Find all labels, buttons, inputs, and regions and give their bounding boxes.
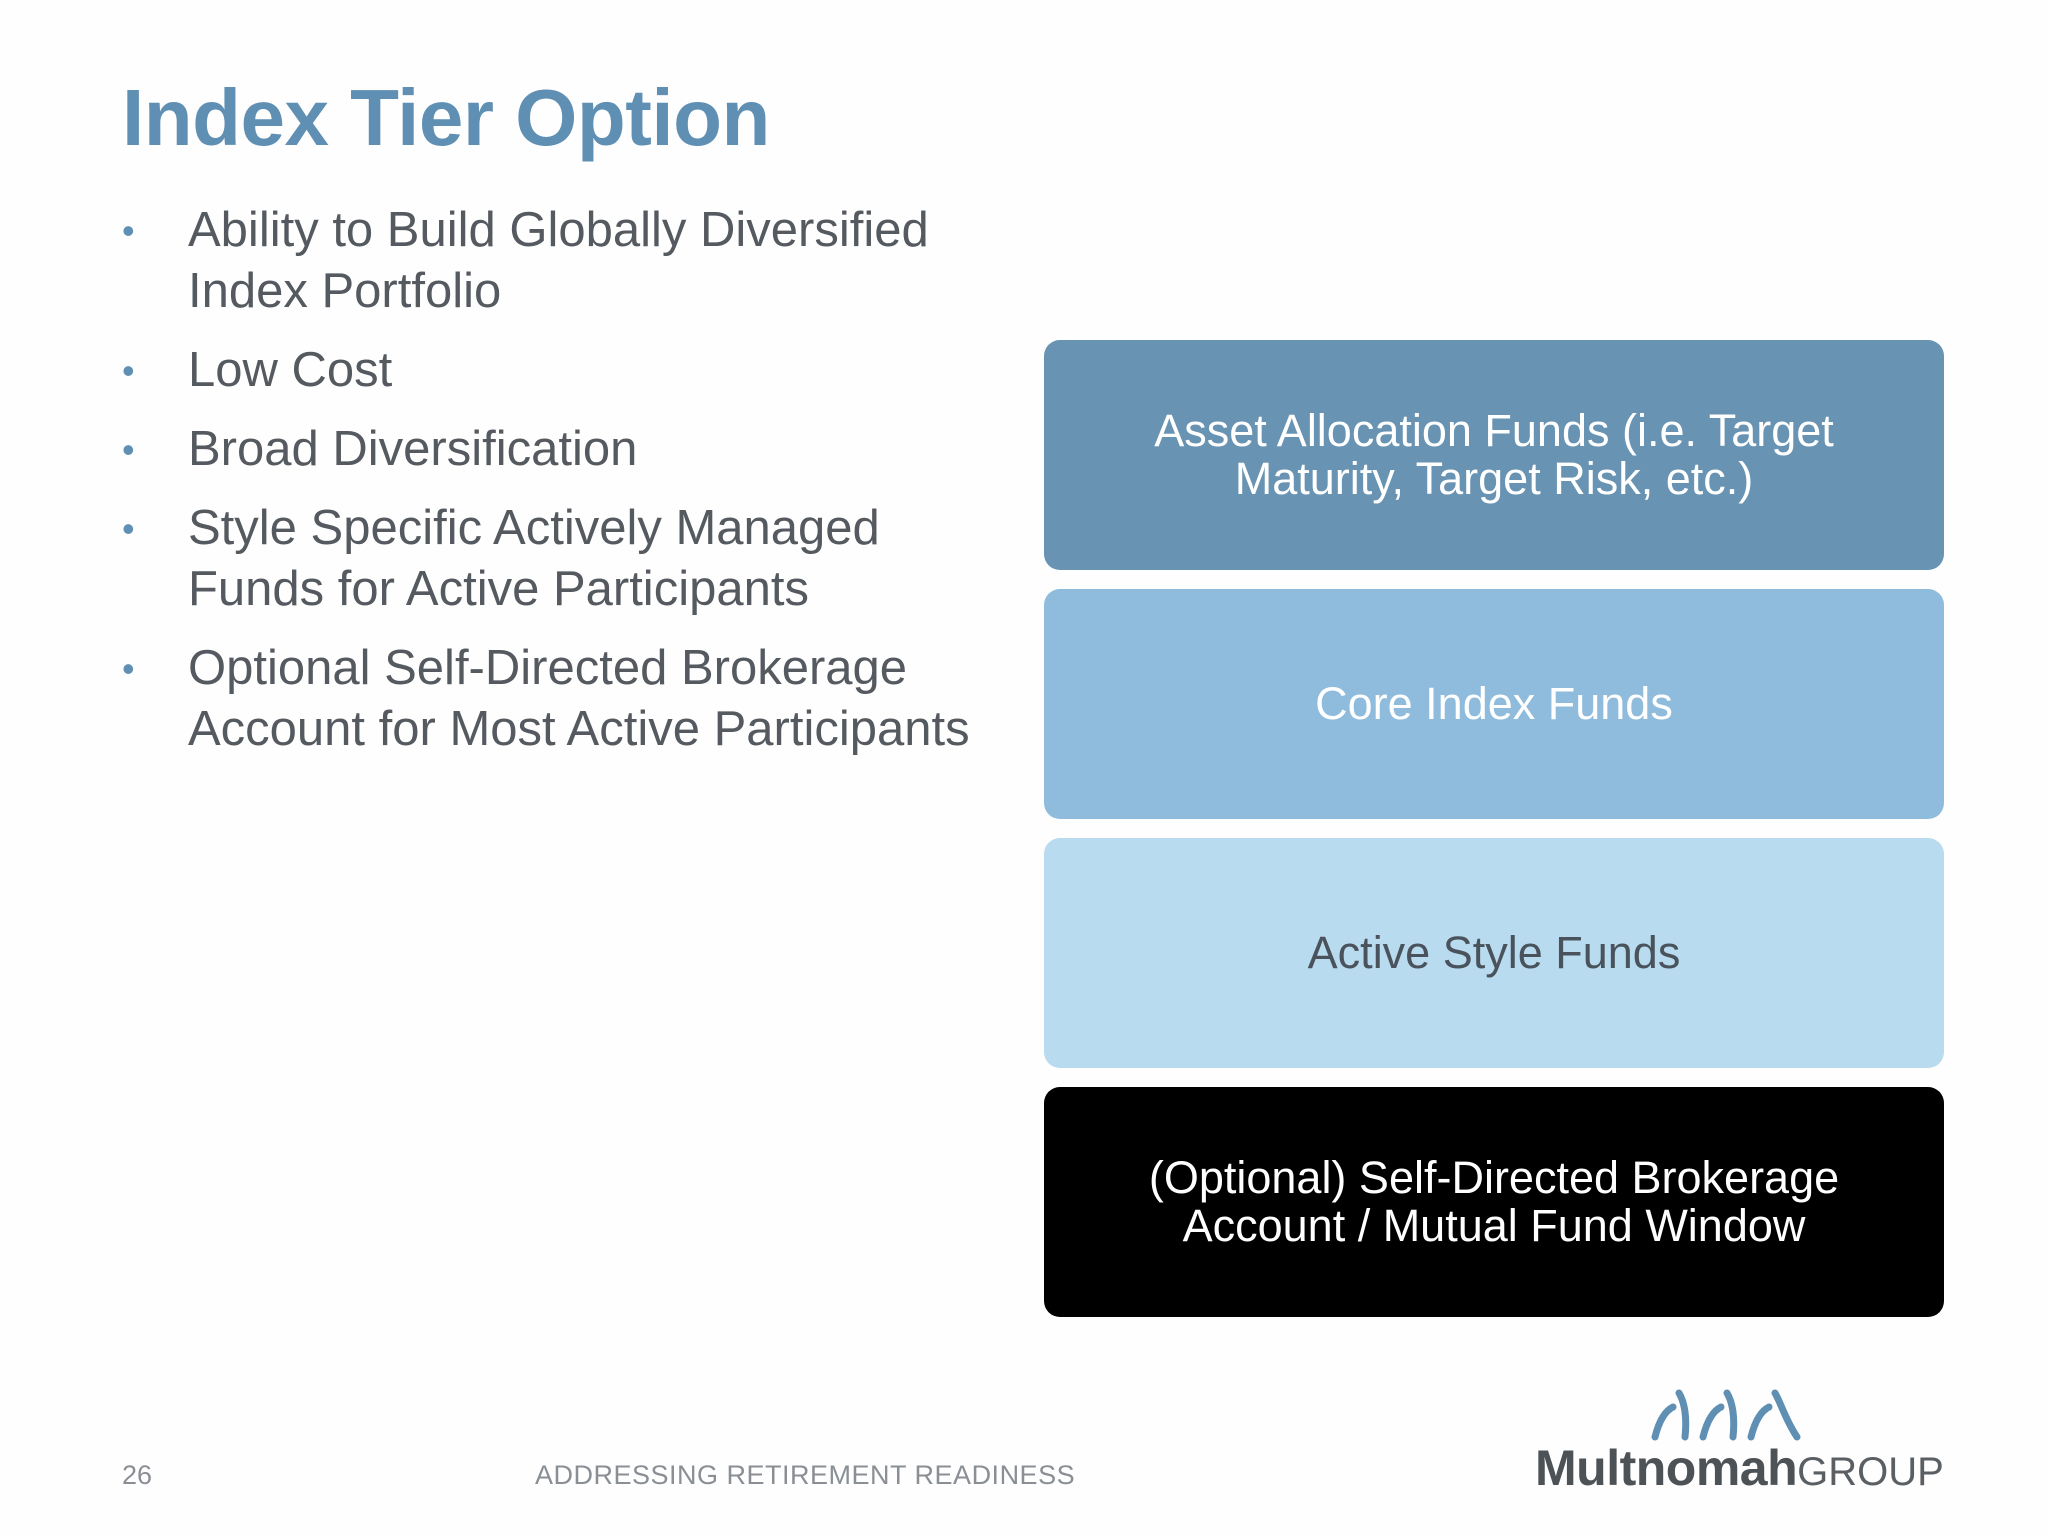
bullet-text: Ability to Build Globally Diversified Index Portfolio xyxy=(188,203,929,318)
logo-wordmark xyxy=(1535,1440,1944,1496)
bullet-item xyxy=(122,498,1002,620)
bullet-item xyxy=(122,200,1002,322)
slide-title: Index Tier Option xyxy=(122,73,770,162)
tier-label: Asset Allocation Funds (i.e. Target Maturity, Target Risk, etc.) xyxy=(1154,405,1834,504)
tier-self-directed-brokerage xyxy=(1044,1087,1944,1317)
bullet-item xyxy=(122,340,1002,401)
tier-label: (Optional) Self-Directed Brokerage Account / Mutual Fund Window xyxy=(1148,1152,1840,1251)
logo-main-text: Multnomah xyxy=(1535,1440,1798,1496)
bullet-marker: • xyxy=(122,508,135,549)
tier-label: Core Index Funds xyxy=(1315,678,1673,729)
bullet-item xyxy=(122,638,1002,760)
multnomah-group-logo xyxy=(1535,1385,1955,1505)
tier-asset-allocation-funds xyxy=(1044,340,1944,570)
bullet-item xyxy=(122,419,1002,480)
page-number: 26 xyxy=(122,1460,153,1490)
bullet-text: Style Specific Actively Managed Funds for Active Participants xyxy=(188,501,880,616)
bullet-marker: • xyxy=(122,429,135,470)
bullet-text: Optional Self-Directed Brokerage Account for Most Active Participants xyxy=(188,641,970,756)
footer-text: ADDRESSING RETIREMENT READINESS xyxy=(535,1460,1076,1490)
bullet-marker: • xyxy=(122,210,135,251)
logo-wave-icon xyxy=(1645,1385,1825,1445)
bullet-marker: • xyxy=(122,350,135,391)
logo-sub-text: GROUP xyxy=(1797,1450,1944,1494)
tier-label: Active Style Funds xyxy=(1307,927,1681,978)
tier-core-index-funds xyxy=(1044,589,1944,819)
bullet-text: Broad Diversification xyxy=(188,422,638,476)
bullet-list xyxy=(122,200,1002,778)
bullet-text: Low Cost xyxy=(188,343,393,397)
tier-active-style-funds xyxy=(1044,838,1944,1068)
bullet-marker: • xyxy=(122,648,135,689)
